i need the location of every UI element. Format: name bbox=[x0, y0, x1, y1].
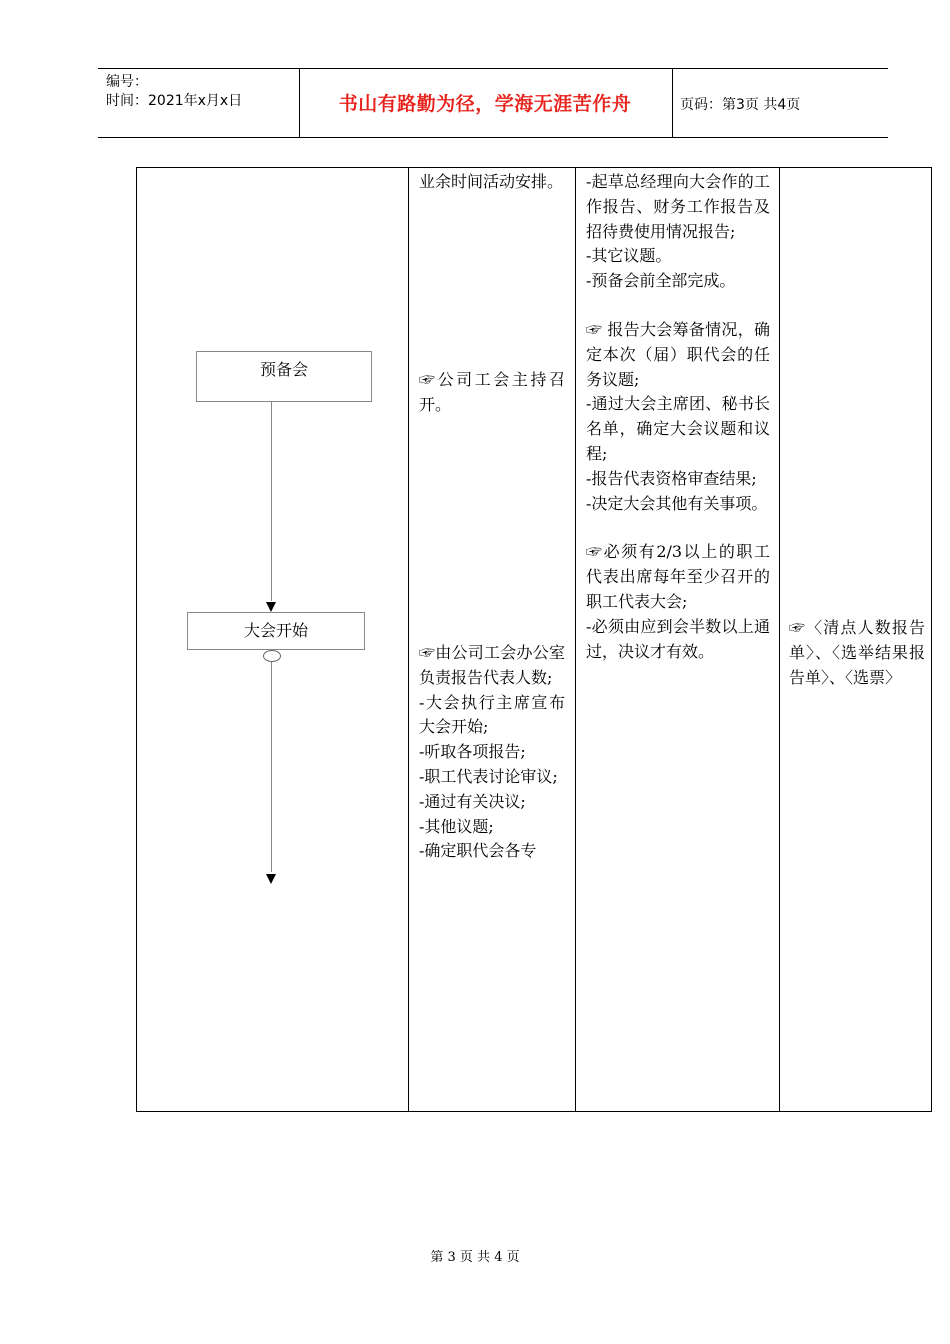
flow-box-label: 预备会 bbox=[259, 360, 308, 379]
page-header bbox=[98, 68, 888, 138]
cell-text: -职工代表讨论审议; bbox=[419, 766, 558, 786]
column-documents bbox=[789, 616, 925, 690]
cell-text: -报告代表资格审查结果; bbox=[586, 468, 757, 488]
cell-text: -通过大会主席团、秘书长名单，确定大会议题和议程; bbox=[586, 394, 770, 463]
document-number: 编号： bbox=[106, 74, 148, 90]
column-requirements bbox=[586, 170, 770, 664]
page-footer: 第 3 页 共 4 页 bbox=[430, 1250, 520, 1265]
column-responsibility-middle bbox=[419, 368, 565, 418]
flow-connector bbox=[271, 401, 272, 601]
cell-text: -其它议题。 bbox=[586, 246, 672, 266]
cell-text: ☞公司工会主持召开。 bbox=[419, 370, 565, 414]
cell-text: -决定大会其他有关事项。 bbox=[586, 493, 768, 513]
process-table bbox=[136, 167, 932, 1112]
cell-text: -起草总经理向大会作的工作报告、财务工作报告及招待费使用情况报告; bbox=[586, 172, 770, 241]
cell-text: ☞〈清点人数报告单〉、〈选举结果报告单〉、〈选票〉 bbox=[789, 618, 925, 687]
column-responsibility-bottom bbox=[419, 641, 565, 864]
cell-text: -其他议题; bbox=[419, 816, 494, 836]
flow-connector bbox=[271, 662, 272, 872]
document-time: 时间：2021年x月x日 bbox=[106, 93, 243, 109]
arrow-down-icon bbox=[266, 874, 276, 884]
table-column-divider bbox=[408, 168, 409, 1111]
flow-box-conference-start bbox=[187, 612, 365, 650]
header-divider bbox=[672, 69, 673, 137]
connector-oval-icon bbox=[263, 650, 281, 662]
cell-text: -预备会前全部完成。 bbox=[586, 271, 736, 291]
flow-box-label: 大会开始 bbox=[243, 621, 308, 640]
flow-box-preparatory-meeting bbox=[196, 351, 372, 402]
cell-text: -大会执行主席宣布大会开始; bbox=[419, 692, 565, 737]
cell-text: 业余时间活动安排。 bbox=[419, 172, 564, 191]
cell-text: ☞由公司工会办公室负责报告代表人数; bbox=[419, 643, 565, 687]
table-column-divider bbox=[575, 168, 576, 1111]
cell-text: ☞ 报告大会筹备情况，确定本次（届）职代会的任务议题; bbox=[586, 319, 770, 389]
cell-text: -听取各项报告; bbox=[419, 742, 526, 762]
header-page-number: 页码：第3页 共4页 bbox=[680, 97, 801, 113]
header-motto: 书山有路勤为径，学海无涯苦作舟 bbox=[338, 93, 632, 115]
cell-text: -必须由应到会半数以上通过，决议才有效。 bbox=[586, 616, 770, 661]
column-responsibility-top bbox=[419, 170, 565, 195]
cell-text: ☞必须有2/3以上的职工代表出席每年至少召开的职工代表大会; bbox=[586, 542, 770, 611]
header-meta bbox=[106, 73, 242, 111]
arrow-down-icon bbox=[266, 602, 276, 612]
cell-text: -通过有关决议; bbox=[419, 791, 526, 811]
cell-text: -确定职代会各专 bbox=[419, 841, 537, 861]
table-column-divider bbox=[779, 168, 780, 1111]
